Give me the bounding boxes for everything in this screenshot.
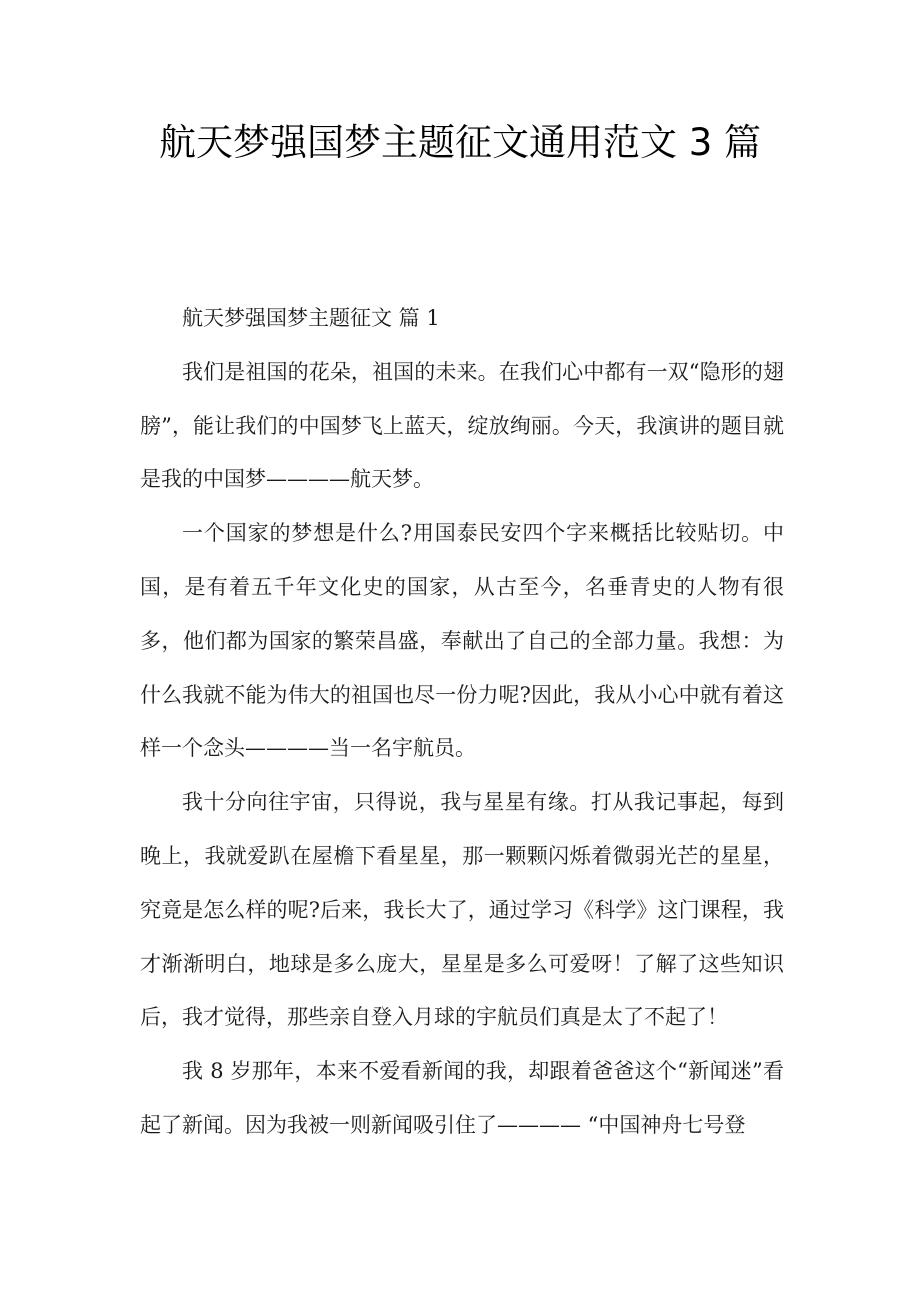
paragraph: 一个国家的梦想是什么?用国泰民安四个字来概括比较贴切。中国，是有着五千年文化史的国家，从古至今，名垂青史的人物有很多，他们都为国家的繁荣昌盛，奉献出了自己的全部力量。我想：为什么我就不能为伟大的祖国也尽一份力呢?因此，我从小心中就有着这样一个念头————当一名宇航员。 [140,521,784,761]
document-body [140,292,784,1153]
paragraph: 我 8 岁那年，本来不爱看新闻的我，却跟着爸爸这个“新闻迷”看起了新闻。因为我被一则新闻吸引住了———— “中国神舟七号登 [140,1059,784,1137]
section-heading: 航天梦强国梦主题征文 篇 1 [182,306,440,330]
document-title: 航天梦强国梦主题征文通用范文 3 篇 [158,121,762,164]
paragraph: 我十分向往宇宙，只得说，我与星星有缘。打从我记事起，每到晚上，我就爱趴在屋檐下看星星，那一颗颗闪烁着微弱光芒的星星，究竟是怎么样的呢?后来，我长大了，通过学习《科学》这门课程，我才渐渐明白，地球是多么庞大，星星是多么可爱呀！了解了这些知识后，我才觉得，那些亲自登入月球的宇航员们真是太了不起了！ [140,790,784,1030]
paragraph: 我们是祖国的花朵，祖国的未来。在我们心中都有一双“隐形的翅膀”，能让我们的中国梦飞上蓝天，绽放绚丽。今天，我演讲的题目就是我的中国梦————航天梦。 [140,359,784,492]
